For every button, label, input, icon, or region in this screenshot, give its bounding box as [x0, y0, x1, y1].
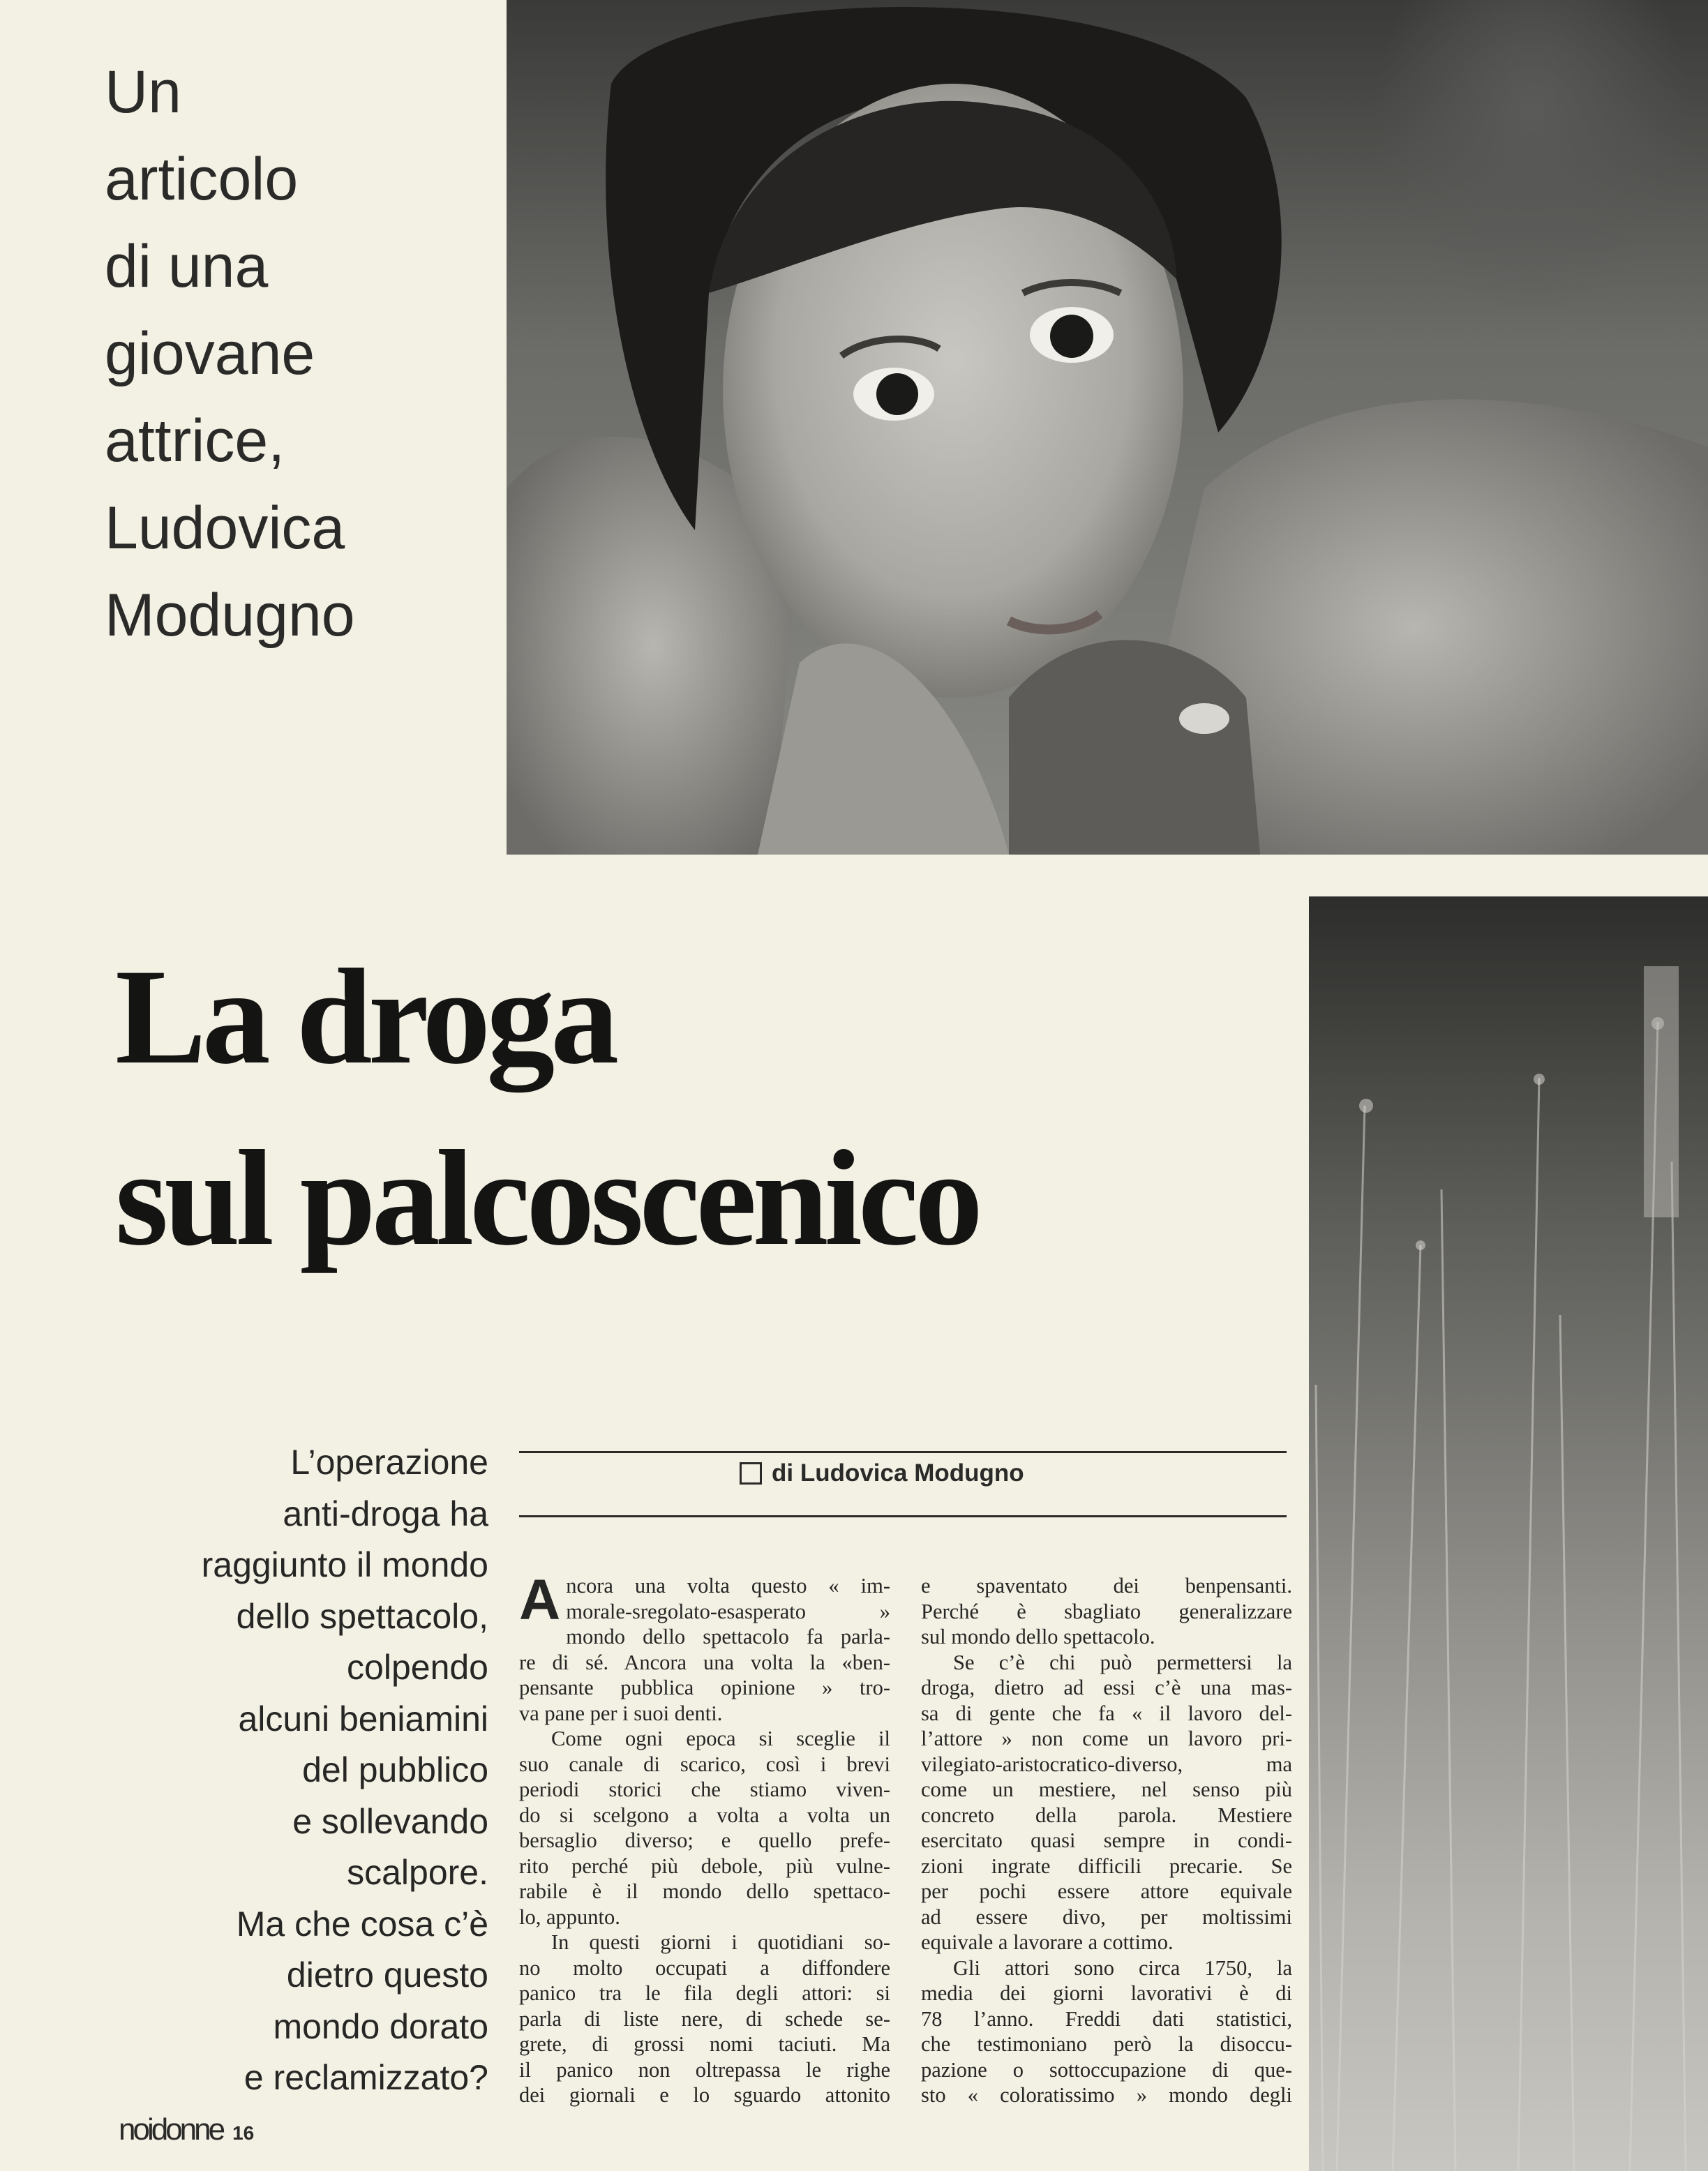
kicker-line: di una: [105, 233, 269, 300]
drop-cap: A: [519, 1568, 561, 1632]
article-line: va pane per i suoi denti.: [519, 1701, 723, 1725]
article-line: sa di gente che fa « il lavoro del-: [921, 1701, 1292, 1725]
article-line: 78 l’anno. Freddi dati statistici,: [921, 2006, 1292, 2031]
article-line: Se c’è chi può permettersi la: [953, 1650, 1292, 1674]
article-column-1: [519, 1568, 890, 2108]
article-line: dei giornali e lo sguardo attonito: [519, 2083, 890, 2107]
article-line: panico tra le fila degli attori: si: [519, 1981, 890, 2005]
article-line: Gli attori sono circa 1750, la: [953, 1955, 1292, 1980]
article-paragraph: [519, 1568, 890, 1726]
headline-line-2: sul palcoscenico: [115, 1122, 979, 1274]
article-line: ncora una volta questo « im-: [566, 1574, 890, 1598]
article-line: morale-sregolato-esasperato »: [566, 1599, 890, 1623]
article-line: sul mondo dello spettacolo.: [921, 1625, 1155, 1648]
standfirst-line: anti-droga ha: [283, 1494, 488, 1533]
article-line: parla di liste nere, di schede se-: [519, 2006, 890, 2031]
standfirst-line: e sollevando: [292, 1801, 488, 1841]
article-column-2: [921, 1573, 1292, 2108]
article-line: In questi giorni i quotidiani so-: [551, 1930, 890, 1954]
article-line: per pochi essere attore equivale: [921, 1879, 1292, 1903]
standfirst-line: L’operazione: [290, 1443, 488, 1482]
standfirst-line: raggiunto il mondo: [201, 1545, 488, 1584]
standfirst-line: e reclamizzato?: [244, 2058, 488, 2097]
article-line: no molto occupati a diffondere: [519, 1955, 890, 1980]
article-line: zioni ingrate difficili precarie. Se: [921, 1854, 1292, 1878]
article-line: media dei giorni lavorativi è di: [921, 1981, 1292, 2005]
article-line: l’attore » non come un lavoro pri-: [921, 1727, 1292, 1750]
byline: [740, 1459, 1024, 1487]
article-line: bersaglio diverso; e quello prefe-: [519, 1828, 890, 1852]
article-line: ad essere divo, per moltissimi: [921, 1905, 1292, 1929]
standfirst-line: alcuni beniamini: [238, 1699, 488, 1738]
standfirst-line: mondo dorato: [273, 2006, 488, 2046]
kicker-line: Ludovica: [105, 495, 345, 562]
article-line: re di sé. Ancora una volta la «ben-: [519, 1650, 890, 1674]
standfirst-line: colpendo: [347, 1648, 488, 1687]
article-line: mondo dello spettacolo fa parla-: [566, 1625, 890, 1648]
standfirst: [202, 1437, 488, 2104]
article-line: droga, dietro ad essi c’è una mas-: [921, 1676, 1292, 1699]
article-line: lo, appunto.: [519, 1905, 620, 1929]
byline-rule-top: [519, 1451, 1287, 1453]
headline-line-1: La droga: [115, 941, 615, 1092]
article-line: do si scelgono a volta a volta un: [519, 1803, 890, 1827]
article-paragraph: [921, 1573, 1292, 1650]
article-line: Come ogni epoca si sceglie il: [551, 1727, 890, 1750]
article-line: periodi storici che stiamo viven-: [519, 1778, 890, 1801]
page-number: 16: [232, 2122, 255, 2144]
standfirst-line: del pubblico: [302, 1750, 488, 1789]
magazine-logo: noidonne: [119, 2112, 223, 2147]
article-paragraph: [519, 1930, 890, 2108]
page-footer: [119, 2112, 254, 2147]
standfirst-line: dello spettacolo,: [236, 1596, 488, 1636]
kicker-line: giovane: [105, 320, 315, 387]
article-line: suo canale di scarico, così i brevi: [519, 1752, 890, 1776]
standfirst-line: Ma che cosa c’è: [236, 1904, 488, 1944]
article-line: come un mestiere, nel senso più: [921, 1778, 1292, 1801]
photo-actress-portrait: [507, 0, 1708, 855]
article-paragraph: [519, 1726, 890, 1930]
article-line: concreto della parola. Mestiere: [921, 1803, 1292, 1827]
article-line: rabile è il mondo dello spettaco-: [519, 1879, 890, 1903]
kicker-line: Un: [105, 59, 181, 126]
article-line: e spaventato dei benpensanti.: [921, 1574, 1292, 1598]
kicker-text: [105, 49, 355, 659]
kicker-line: attrice,: [105, 407, 285, 474]
photo-grass-field: [1309, 896, 1708, 2171]
article-line: grete, di grossi nomi taciuti. Ma: [519, 2032, 890, 2056]
article-line: pensante pubblica opinione » tro-: [519, 1676, 890, 1699]
byline-text: di Ludovica Modugno: [772, 1459, 1024, 1487]
article-line: Perché è sbagliato generalizzare: [921, 1599, 1292, 1623]
standfirst-line: dietro questo: [286, 1955, 488, 1995]
article-paragraph: [921, 1650, 1292, 1955]
square-bullet-icon: [740, 1462, 762, 1485]
standfirst-line: scalpore.: [347, 1853, 488, 1892]
article-paragraph: [921, 1955, 1292, 2108]
article-line: esercitato quasi sempre in condi-: [921, 1828, 1292, 1852]
article-line: vilegiato-aristocratico-diverso, ma: [921, 1752, 1292, 1776]
article-line: che testimoniano però la disoccu-: [921, 2032, 1292, 2056]
kicker-line: articolo: [105, 146, 299, 213]
article-line: il panico non oltrepassa le righe: [519, 2057, 890, 2082]
article-line: rito perché più debole, più vulne-: [519, 1854, 890, 1878]
kicker-line: Modugno: [105, 582, 355, 649]
article-line: equivale a lavorare a cottimo.: [921, 1930, 1174, 1954]
byline-rule-bottom: [519, 1515, 1287, 1517]
article-line: pazione o sottoccupazione di que-: [921, 2057, 1292, 2082]
article-line: sto « coloratissimo » mondo degli: [921, 2083, 1292, 2107]
